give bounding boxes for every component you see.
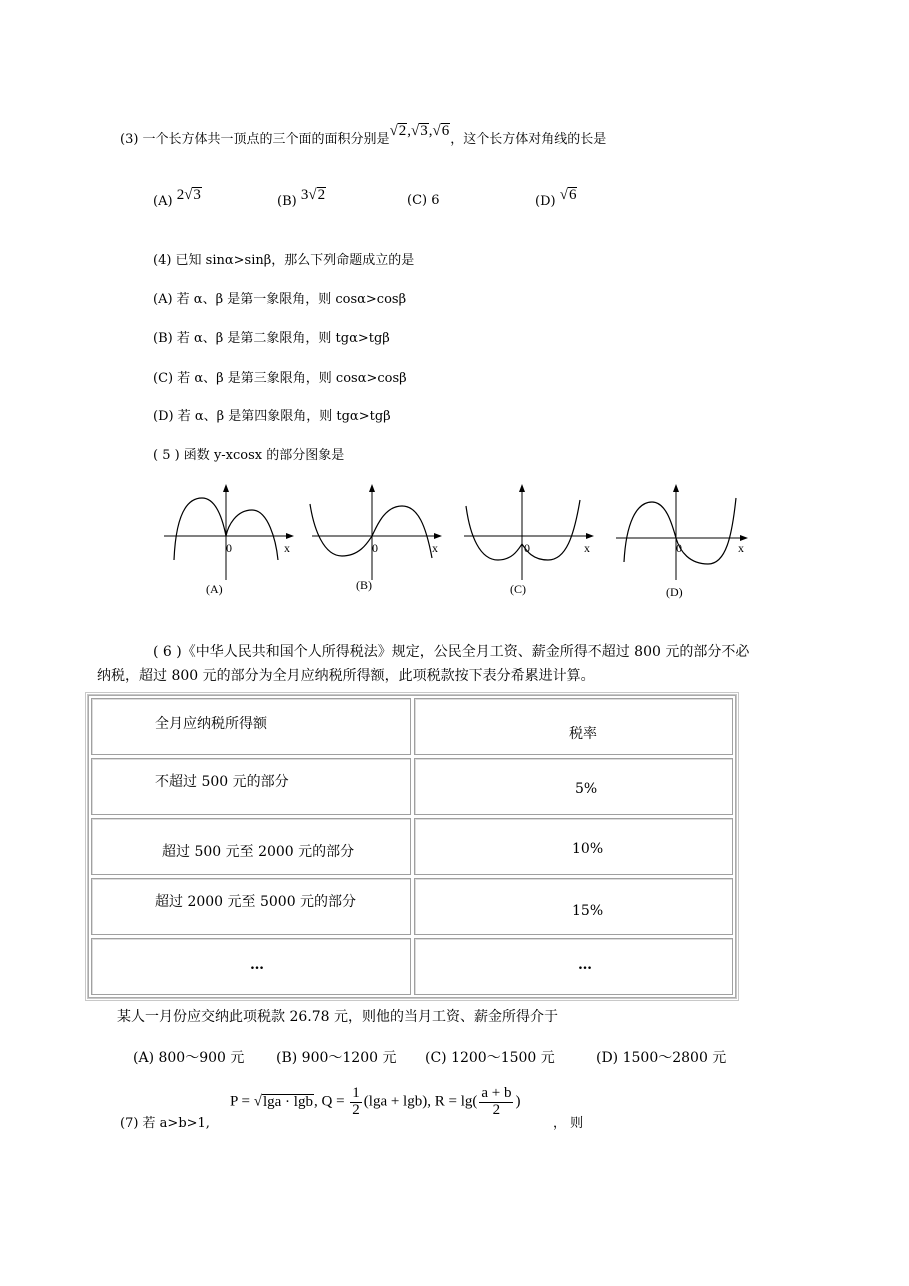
- graph-a-x-arrow: [286, 533, 294, 539]
- graph-a: [160, 480, 300, 605]
- q7-q-fraction: $\frac{1}{2}$: [352, 1085, 360, 1118]
- graph-c-x-arrow: [586, 533, 594, 539]
- q6-question: 某人一月份应交纳此项税款 26.78 元，则他的当月工资、薪金所得介于: [117, 1009, 558, 1025]
- table-cell-income: …: [91, 938, 411, 995]
- graph-d-origin: 0: [676, 541, 682, 555]
- graph-b-curve: [310, 504, 432, 558]
- q7-p-radicand: lga · lgb: [262, 1093, 313, 1110]
- q6-option-a: (A) 800～900 元: [133, 1050, 245, 1066]
- q5-stem: ( 5 ) 函数 y-xcosx 的部分图象是: [153, 448, 345, 463]
- table-cell-rate: 15%: [414, 878, 733, 935]
- q3-suffix: ，这个长方体对角线的长是: [450, 132, 607, 147]
- q5-graphs: [160, 480, 760, 605]
- graph-a-origin: 0: [226, 541, 232, 555]
- table-header-rate: 税率: [414, 698, 733, 755]
- q7-suffix: ， 则: [553, 1116, 584, 1131]
- graph-c-curve: [466, 500, 580, 560]
- table-cell-rate: 10%: [414, 818, 733, 875]
- graph-a-x-label: x: [284, 541, 290, 555]
- table-cell-rate: …: [414, 938, 733, 995]
- graph-b-y-arrow: [369, 484, 375, 492]
- graph-b-x-arrow: [434, 533, 442, 539]
- q3-option-c: (C) 6: [407, 193, 440, 208]
- q7-formula: P = √lga · lgb, Q = $\frac{1}{2}$ (lga + lgb), R = lg( $\frac{a + b}{2}$ ): [230, 1085, 521, 1118]
- graph-c-y-arrow: [519, 484, 525, 492]
- graph-b-origin: 0: [372, 541, 378, 555]
- table-cell-income: 超过 2000 元至 5000 元的部分: [91, 878, 411, 935]
- graph-a-label: (A): [206, 582, 223, 596]
- q6-option-b: (B) 900～1200 元: [276, 1050, 397, 1066]
- q6-option-c: (C) 1200～1500 元: [425, 1050, 555, 1066]
- graph-a-y-arrow: [223, 484, 229, 492]
- table-cell-income: 不超过 500 元的部分: [91, 758, 411, 815]
- table-row: [91, 878, 733, 935]
- q4-stem: (4) 已知 sinα>sinβ，那么下列命题成立的是: [153, 253, 415, 268]
- graph-d-label: (D): [666, 585, 683, 599]
- graph-b: [308, 480, 448, 605]
- table-header-row: [91, 698, 733, 755]
- graph-d-y-arrow: [673, 484, 679, 492]
- q6-stem-line1: ( 6 )《中华人民共和国个人所得税法》规定，公民全月工资、薪金所得不超过 800 元的部分不必: [153, 644, 750, 660]
- graph-d-x-label: x: [738, 541, 744, 555]
- q3-option-d: (D) √6: [535, 187, 577, 209]
- q7-prefix: (7) 若 a>b>1,: [120, 1116, 210, 1131]
- q6-stem-line2: 纳税，超过 800 元的部分为全月应纳税所得额，此项税款按下表分希累进计算。: [97, 668, 595, 684]
- q4-option-b: (B) 若 α、β 是第二象限角，则 tgα>tgβ: [153, 331, 390, 346]
- q4-option-a: (A) 若 α、β 是第一象限角，则 cosα>cosβ: [153, 292, 407, 307]
- graph-c-origin: 0: [524, 541, 530, 555]
- table-header-income: 全月应纳税所得额: [91, 698, 411, 755]
- q3-radicals: √2,√3,√6: [389, 123, 450, 139]
- table-cell-income: 超过 500 元至 2000 元的部分: [91, 818, 411, 875]
- table-cell-rate: 5%: [414, 758, 733, 815]
- graph-c: [460, 480, 600, 605]
- table-row: [91, 938, 733, 995]
- graph-b-x-label: x: [432, 541, 438, 555]
- q3-option-a: (A) 2√3: [153, 187, 201, 209]
- q3-option-b: (B) 3√2: [277, 187, 326, 209]
- q6-option-d: (D) 1500～2800 元: [596, 1050, 727, 1066]
- q3-prefix: (3) 一个长方体共一顶点的三个面的面积分别是: [120, 132, 390, 147]
- graph-c-label: (C): [510, 582, 526, 596]
- graph-d: [612, 480, 760, 605]
- q3-line: [120, 123, 607, 148]
- tax-rate-table: [85, 692, 739, 1001]
- graph-c-x-label: x: [584, 541, 590, 555]
- q4-option-c: (C) 若 α、β 是第三象限角，则 cosα>cosβ: [153, 371, 407, 386]
- table-row: [91, 818, 733, 875]
- q4-option-d: (D) 若 α、β 是第四象限角，则 tgα>tgβ: [153, 409, 391, 424]
- table-row: [91, 758, 733, 815]
- q7-r-fraction: $\frac{a + b}{2}$: [481, 1085, 512, 1118]
- graph-b-label: (B): [356, 578, 372, 592]
